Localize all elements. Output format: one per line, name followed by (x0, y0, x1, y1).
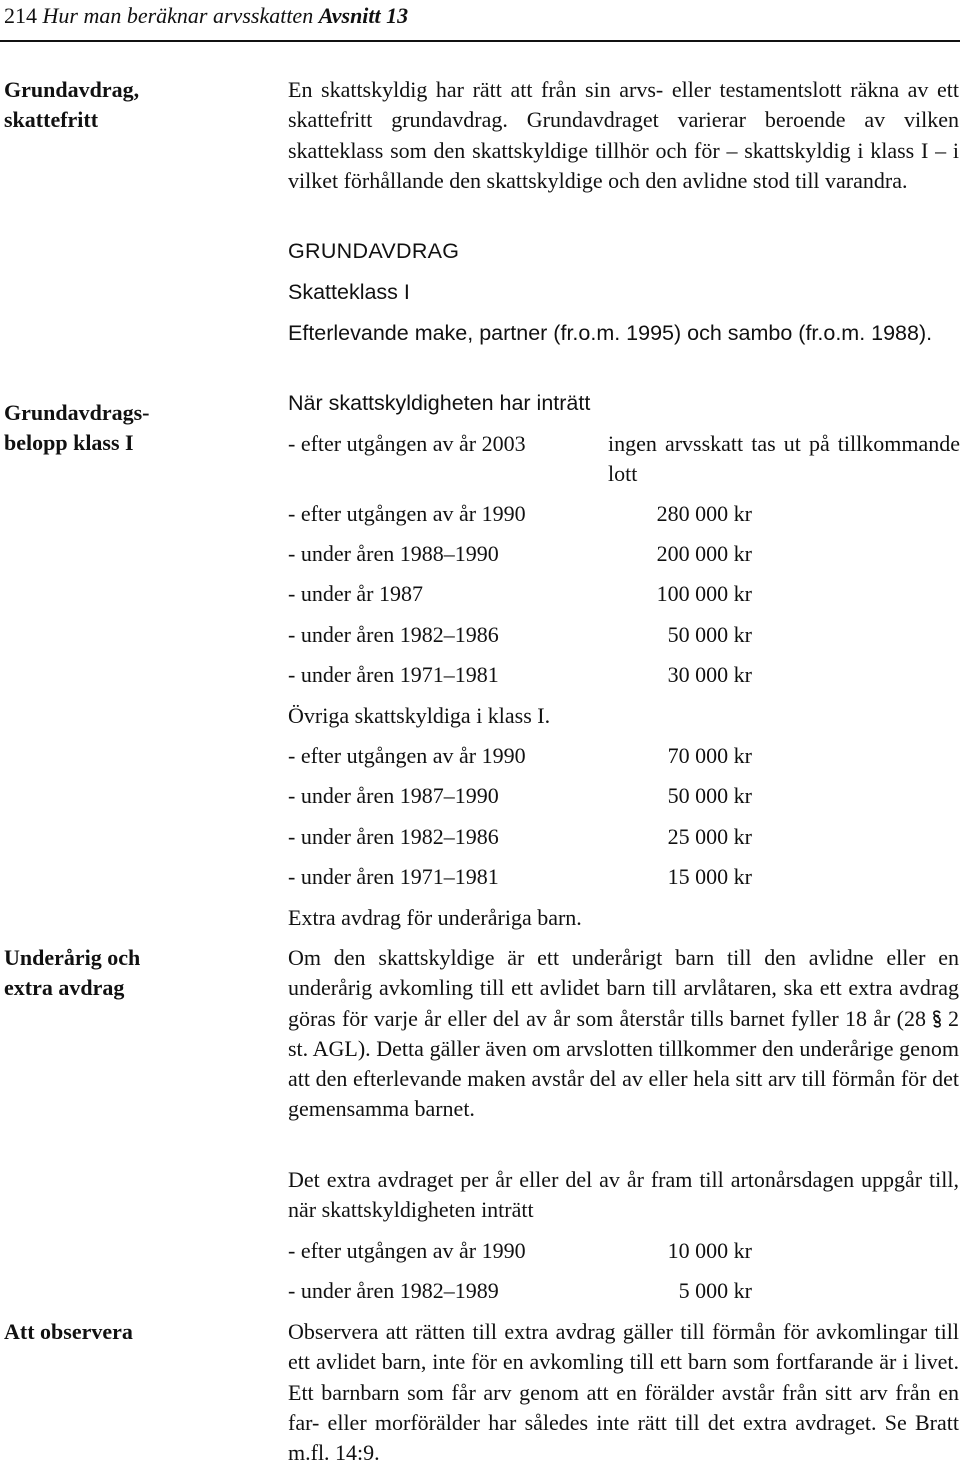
section-label: Avsnitt 13 (318, 3, 409, 28)
side-label-line: belopp klass I (4, 430, 134, 455)
row-label: - under åren 1971–1981 (288, 864, 499, 889)
side-label-line: extra avdrag (4, 975, 125, 1000)
row-value: 15 000 kr (667, 864, 752, 889)
page-header (4, 3, 408, 29)
side-label-underarig (4, 943, 194, 1003)
ovriga-heading: Övriga skattskyldiga i klass I. (288, 703, 551, 728)
row-label: - under åren 1982–1986 (288, 622, 499, 647)
table-row (288, 822, 960, 852)
table-row (288, 499, 960, 529)
table-row (288, 620, 960, 650)
efterlevande-text: Efterlevande make, partner (fr.o.m. 1995) och sambo (fr.o.m. 1988). (288, 321, 933, 345)
table-row (288, 429, 960, 491)
side-label-line: skattefritt (4, 107, 99, 132)
table-row (288, 1276, 960, 1306)
row-value: 50 000 kr (667, 622, 752, 647)
row-label: - efter utgången av år 1990 (288, 1238, 526, 1263)
row-label: - under år 1987 (288, 581, 424, 606)
table-row (288, 579, 960, 609)
nar-intratt-heading: När skattskyldigheten har inträtt (288, 391, 591, 415)
section-sign-icon (930, 1006, 944, 1022)
row-label: - under åren 1988–1990 (288, 541, 499, 566)
table-row (288, 660, 960, 690)
row-value: 25 000 kr (667, 824, 752, 849)
table-row (288, 862, 960, 892)
side-label-grundavdrag (4, 75, 194, 135)
row-label: - under åren 1987–1990 (288, 783, 499, 808)
page-title: Hur man beräknar arvsskatten (42, 3, 314, 28)
underarig-text-a: Om den skattskyldige är ett underårigt barn till den avlidne eller en underårig avkomling till ett avlidet barn till arvlåtaren, ska ett extra avdrag göras för varje år eller del av år som återstår tills barnet fyller 18 år (28 (288, 945, 959, 1031)
row-value: ingen arvsskatt tas ut på tillkommande lott (608, 431, 960, 486)
skatteklass-heading: Skatteklass I (288, 280, 410, 304)
table-row (288, 741, 960, 771)
underarig-text-b: 2 st. AGL). Detta gäller även om arvslotten tillkommer den underårige genom att den efterlevande maken avstår del av eller hela sitt arv till förmån för det gemensamma barnet. (288, 1005, 959, 1122)
row-value: 280 000 kr (656, 501, 752, 526)
row-label: - efter utgången av år 1990 (288, 501, 526, 526)
observera-paragraph: Observera att rätten till extra avdrag gäller till förmån för avkomlingar till ett avlidet barn, inte för en avkomling till ett barn som fortfarande är i livet. Ett barnbarn som får arv genom att en förälder avstår från sitt arv från en far- eller morförälder har således inte rätt till det extra avdraget. Se Bratt m.fl. 14:9. (288, 1319, 959, 1466)
row-label: - efter utgången av år 2003 (288, 431, 526, 456)
row-label: - under åren 1982–1986 (288, 824, 499, 849)
side-label-line: Grundavdrag, (4, 77, 140, 102)
page-number: 214 (4, 3, 37, 28)
row-value: 30 000 kr (667, 662, 752, 687)
row-value: 5 000 kr (678, 1278, 752, 1303)
side-label-belopp (4, 398, 194, 458)
side-label-line: Grundavdrags- (4, 400, 150, 425)
row-value: 70 000 kr (667, 743, 752, 768)
header-rule (0, 40, 960, 42)
side-label-line: Underårig och (4, 945, 141, 970)
intro-paragraph: En skattskyldig har rätt att från sin arvs- eller testamentslott räkna av ett skattefritt grundavdrag. Grundavdraget varierar beroende av vilken skatteklass som den skattskyldige tillhör och för – skattskyldig i klass I – i vilket förhållande den skattskyldige och den avlidne stod till varandra. (288, 77, 959, 193)
row-value: 50 000 kr (667, 783, 752, 808)
row-label: - under åren 1971–1981 (288, 662, 499, 687)
row-value: 100 000 kr (656, 581, 752, 606)
row-value: 10 000 kr (667, 1238, 752, 1263)
row-label: - efter utgången av år 1990 (288, 743, 526, 768)
extra-heading: Extra avdrag för underåriga barn. (288, 905, 582, 930)
table-row (288, 1236, 960, 1266)
row-label: - under åren 1982–1989 (288, 1278, 499, 1303)
side-label-line: Att observera (4, 1319, 133, 1344)
underarig-paragraph (288, 943, 959, 1125)
table-row (288, 539, 960, 569)
table-row (288, 781, 960, 811)
extra-paragraph: Det extra avdraget per år eller del av år fram till artonårsdagen uppgår till, när skattskyldigheten inträtt (288, 1167, 959, 1223)
grundavdrag-heading: GRUNDAVDRAG (288, 239, 460, 263)
side-label-observera (4, 1317, 194, 1347)
row-value: 200 000 kr (656, 541, 752, 566)
